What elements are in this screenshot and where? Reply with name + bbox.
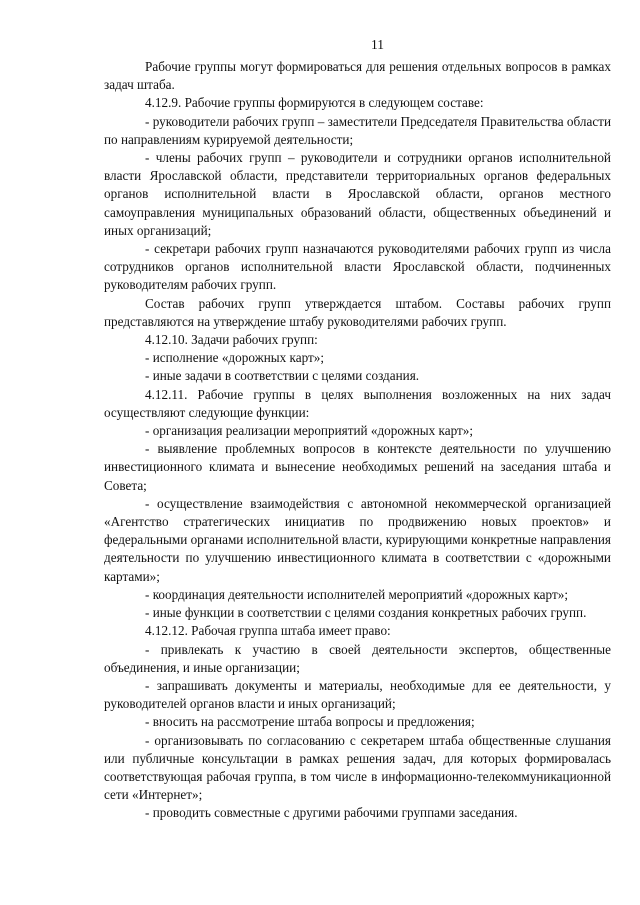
list-item: - проводить совместные с другими рабочими группами заседания. (145, 805, 518, 821)
section-heading: 4.12.10. Задачи рабочих групп: (145, 332, 318, 348)
list-item: - иные функции в соответствии с целями создания конкретных рабочих групп. (145, 605, 587, 621)
list-item: - исполнение «дорожных карт»; (145, 350, 325, 366)
paragraph: Рабочие группы могут формироваться для решения отдельных вопросов в рамках задач штаба. (104, 59, 611, 93)
list-item: - иные задачи в соответствии с целями создания. (145, 368, 420, 384)
list-item: - секретари рабочих групп назначаются руководителями рабочих групп из числа сотрудников органов исполнительной власти Ярославской области, подчиненных руководителям рабочих групп. (104, 241, 611, 293)
list-item: - вносить на рассмотрение штаба вопросы и предложения; (145, 714, 475, 730)
list-item: - осуществление взаимодействия с автономной некоммерческой организацией «Агентство стратегических инициатив по продвижению новых проектов» и федеральными органами исполнительной власти, курирующими конкретные направления деятельности по улучшению инвестиционного климата в соответствии с «дорожными картами»; (104, 495, 611, 584)
list-item: - выявление проблемных вопросов в контексте деятельности по улучшению инвестиционного климата и вынесение необходимых решений на заседания штаба и Совета; (104, 441, 611, 493)
list-item: - привлекать к участию в своей деятельности экспертов, общественные объединения, и иные организации; (104, 641, 611, 675)
section-heading: 4.12.11. Рабочие группы в целях выполнения возложенных на них задач осуществляют следующие функции: (104, 386, 611, 420)
list-item: - руководители рабочих групп – заместители Председателя Правительства области по направлениям курируемой деятельности; (104, 113, 611, 147)
list-item: - координация деятельности исполнителей мероприятий «дорожных карт»; (145, 586, 568, 602)
list-item: - запрашивать документы и материалы, необходимые для ее деятельности, у руководителей органов власти и иных организаций; (104, 677, 611, 712)
document-page (104, 36, 611, 823)
section-heading: 4.12.12. Рабочая группа штаба имеет право: (145, 623, 391, 639)
paragraph: Состав рабочих групп утверждается штабом. Составы рабочих групп представляются на утверждение штабу руководителями рабочих групп. (104, 295, 611, 329)
section-heading: 4.12.9. Рабочие группы формируются в следующем составе: (145, 95, 484, 111)
page-number: 11 (371, 37, 384, 52)
list-item: - члены рабочих групп – руководители и сотрудники органов исполнительной власти Ярославской области, представители территориальных органов федеральных органов исполнительной власти в Ярославской области, органов местного самоуправления муниципальных образований области, общественных объединений и иных организаций; (104, 150, 611, 238)
list-item: - организация реализации мероприятий «дорожных карт»; (145, 423, 474, 439)
list-item: - организовывать по согласованию с секретарем штаба общественные слушания или публичные консультации в рамках решения задач, для которых формировалась соответствующая рабочая группа, в том числе в информационно-телекоммуникационной сети «Интернет»; (104, 732, 611, 803)
